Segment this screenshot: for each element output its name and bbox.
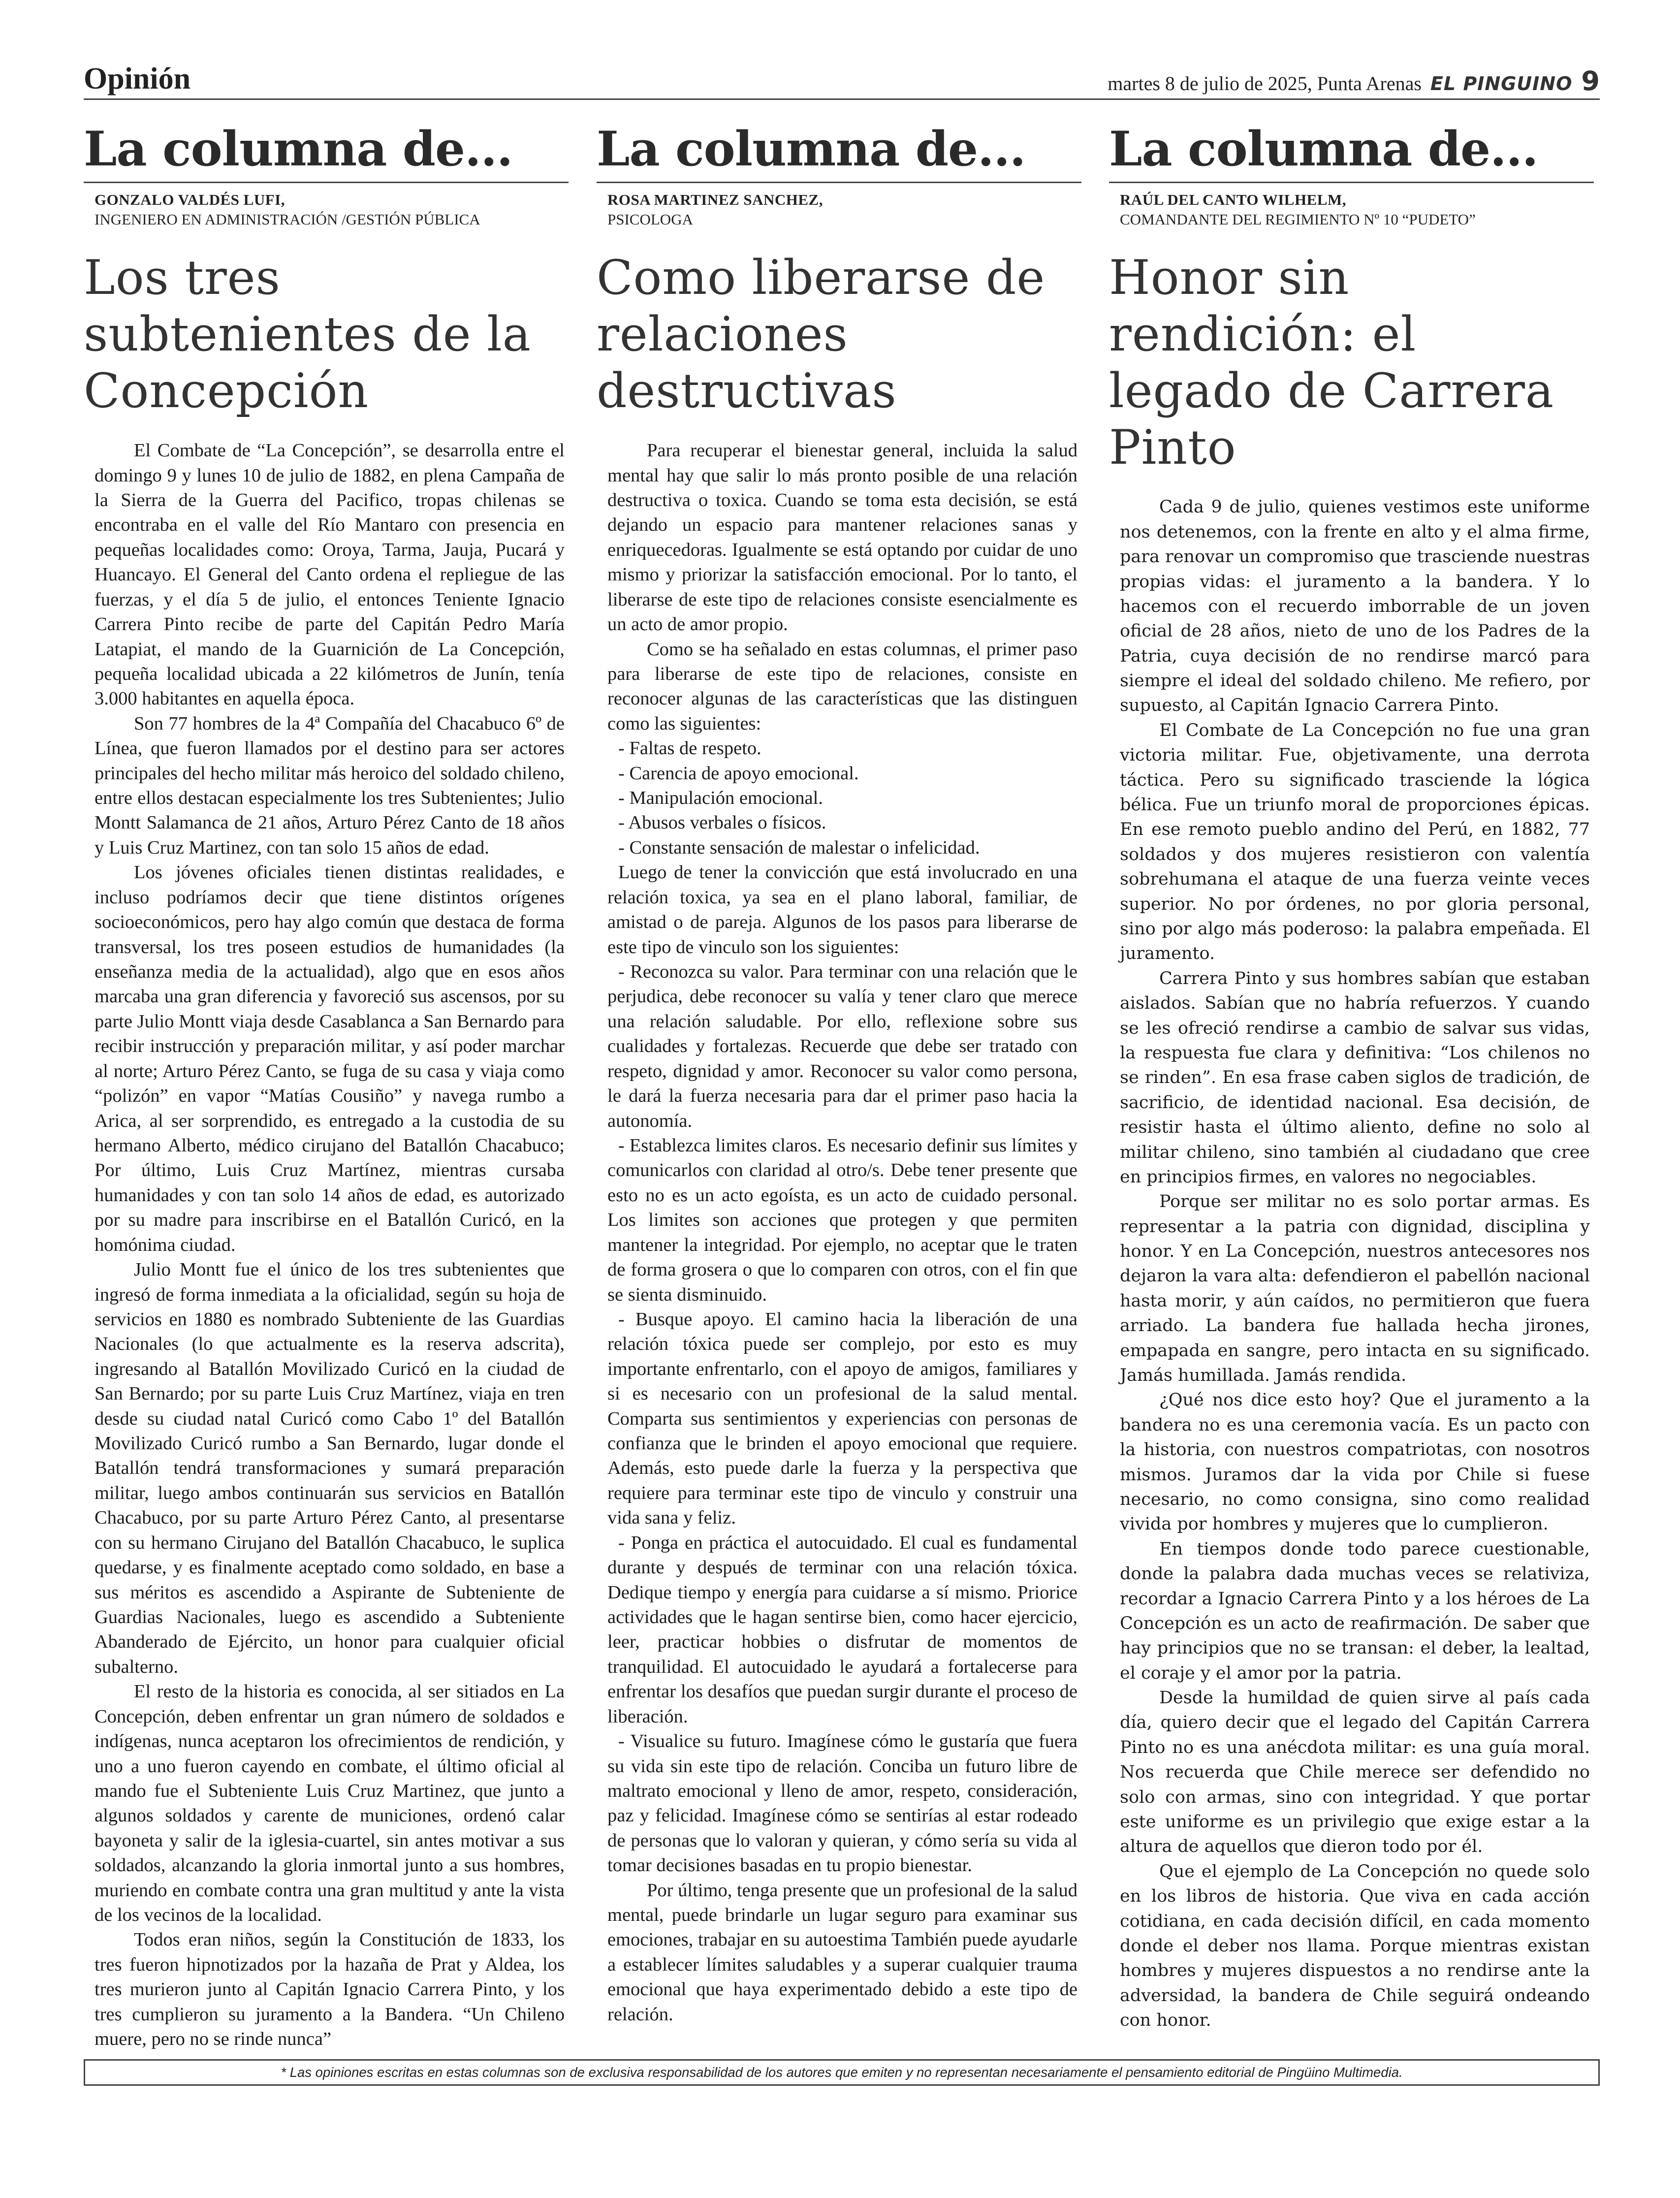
newspaper-logo: EL PINGUINO [1430, 73, 1573, 95]
article-body [597, 438, 1081, 2027]
list-item: - Establezca limites claros. Es necesario definir sus límites y comunicarlos con claridad al otro/s. Debe tener presente que esto no es un acto egoísta, es un acto de cuidado personal. Los limites son acciones que protegen y que permiten mantener la integridad. Por ejemplo, no aceptar que le traten de forma grosera o que lo comparen con otros, con el fin que se sienta disminuido. [607, 1135, 1078, 1305]
list-item: - Faltas de respeto. [618, 738, 761, 759]
section-label: Opinión [84, 62, 191, 96]
opinion-column-1 [84, 121, 569, 2052]
list-item: - Busque apoyo. El camino hacia la liberación de una relación tóxica puede ser complejo, por esto es muy importante enfrentarlo, con el apoyo de amigos, familiares y si es necesario con un profesional de la salud mental. Comparta sus sentimientos y experiencias con personas de confianza que le brinden el apoyo emocional que requiere. Además, esto puede darle la fuerza y la perspectiva que requiere para terminar este tipo de vinculo y construir una vida sana y feliz. [607, 1308, 1078, 1529]
list-item: - Visualice su futuro. Imagínese cómo le gustaría que fuera su vida sin este tipo de relación. Conciba un futuro libre de maltrato emocional y lleno de amor, respeto, consideración, paz y felicidad. Imagínese cómo se sentirías al estar rodeado de personas que lo valoran y quieran, y cómo sería su vida al tomar decisiones basadas en tu propio bienestar. [607, 1731, 1078, 1876]
list-item: - Constante sensación de malestar o infelicidad. [618, 837, 980, 858]
disclaimer-box: * Las opiniones escritas en estas columnas son de exclusiva responsabilidad de los autores que emiten y no representan necesariamente el pensamiento editorial de Pingüino Multimedia. [84, 2059, 1600, 2086]
date-line: martes 8 de julio de 2025, Punta Arenas [1108, 72, 1422, 95]
paragraph: El resto de la historia es conocida, al ser sitiados en La Concepción, deben enfrentar un gran número de soldados e indígenas, nunca aceptaron los ofrecimientos de rendición, y uno a uno fueron cayendo en combate, el último oficial al mando fue el Subteniente Luis Cruz Martinez, que junto a algunos soldados y carente de municiones, ordenó calar bayoneta y salir de la iglesia-cuartel, sin antes motivar a sus soldados, alcanzando la gloria inmortal junto a sus hombres, muriendo en combate contra una gran multitud y ante la vista de los vecinos de la localidad. [95, 1681, 565, 1926]
paragraph: Julio Montt fue el único de los tres subtenientes que ingresó de forma inmediata a la oficialidad, según su hoja de servicios en 1880 es nombrado Subteniente de las Guardias Nacionales (lo que actualmente es la reserva adscrita), ingresando al Batallón Movilizado Curicó en la ciudad de San Bernardo; por su parte Luis Cruz Martínez, viaja en tren desde su ciudad natal Curicó como Cabo 1º del Batallón Movilizado Curicó rumbo a San Bernardo, lugar donde el Batallón tendrá transformaciones y sumará preparación militar, luego ambos continuarán sus servicios en Batallón Chacabuco, por su parte Arturo Pérez Canto, al presentarse con su hermano Cirujano del Batallón Chacabuco, le suplica quedarse, y es finalmente aceptado como soldado, en base a sus méritos es ascendido a Aspirante de Subteniente de Guardias Nacionales, luego es ascendido a Subteniente Abanderado de Ejército, un honor para cualquier oficial subalterno. [95, 1259, 565, 1677]
paragraph: El Combate de La Concepción no fue una gran victoria militar. Fue, objetivamente, una derrota táctica. Pero su significado trasciende la lógica bélica. Fue un triunfo moral de proporciones épicas. En ese remoto pueblo andino del Perú, en 1882, 77 soldados y dos mujeres resistieron con valentía sobrehumana el ataque de una fuerza veinte veces superior. No por órdenes, no por gloria personal, sino por algo más poderoso: la palabra empeñada. El juramento. [1120, 720, 1590, 964]
paragraph: Para recuperar el bienestar general, incluida la salud mental hay que salir lo más pronto posible de una relación destructiva o toxica. Cuando se toma esta decisión, se está dejando un espacio para mantener relaciones sanas y enriquecedoras. Igualmente se está optando por cuidar de uno mismo y priorizar la satisfacción emocional. Por lo tanto, el liberarse de este tipo de relaciones consiste esencialmente es un acto de amor propio. [607, 440, 1078, 635]
article-headline: Honor sin rendición: el legado de Carrera Pinto [1109, 250, 1554, 476]
author-byline [597, 190, 1081, 230]
opinion-column-2 [597, 121, 1081, 2027]
paragraph: ¿Qué nos dice esto hoy? Que el juramento a la bandera no es una ceremonia vacía. Es un pacto con la historia, con nuestros compatriotas, con nosotros mismos. Juramos dar la vida por Chile si fuese necesario, no como consigna, sino como realidad vivida por hombres y mujeres que lo cumplieron. [1120, 1390, 1590, 1534]
paragraph: Carrera Pinto y sus hombres sabían que estaban aislados. Sabían que no habría refuerzos. Y cuando se les ofreció rendirse a cambio de salvar sus vidas, la respuesta fue clara y definitiva: “Los chilenos no se rinden”. En esa frase caben siglos de tradición, de sacrificio, de identidad nacional. Esa decisión, de resistir hasta el último aliento, define no solo al militar chileno, sino también al ciudadano que cree en principios firmes, en valores no negociables. [1120, 968, 1590, 1187]
paragraph: El Combate de “La Concepción”, se desarrolla entre el domingo 9 y lunes 10 de julio de 1882, en plena Campaña de la Sierra de la Guerra del Pacifico, tropas chilenas se encontraba en el valle del Río Mantaro con presencia en pequeñas localidades como: Oroya, Tarma, Jauja, Pucará y Huancayo. El General del Canto ordena el repliegue de las fuerzas, y el día 5 de julio, el entonces Teniente Ignacio Carrera Pinto recibe de parte del Capitán Pedro María Latapiat, el mando de la Guarnición de La Concepción, pequeña localidad ubicada a 22 kilómetros de Junín, tenía 3.000 habitantes en aquella época. [95, 440, 565, 709]
author-role: INGENIERO EN ADMINISTRACIÓN /GESTIÓN PÚBLICA [95, 211, 480, 228]
paragraph: Son 77 hombres de la 4ª Compañía del Chacabuco 6º de Línea, que fueron llamados por el destino para ser actores principales del hecho militar más heroico del soldado chileno, entre ellos destacan especialmente los tres Subtenientes; Julio Montt Salamanca de 21 años, Arturo Pérez Canto de 18 años y Luis Cruz Martinez, con tan solo 15 años de edad. [95, 713, 565, 858]
author-role: PSICOLOGA [607, 211, 693, 228]
paragraph: Luego de tener la convicción que está involucrado en una relación toxica, ya sea en el plano laboral, familiar, de amistad o de pareja. Algunos de los pasos para liberarse de este tipo de vinculo son los siguientes: [607, 862, 1078, 957]
column-kicker: La columna de... [597, 126, 1081, 183]
paragraph: Desde la humildad de quien sirve al país cada día, quiero decir que el legado del Capitán Carrera Pinto no es una anécdota militar: es una guía moral. Nos recuerda que Chile merece ser defendido no solo con armas, sino con integridad. Y que portar este uniforme es un privilegio que exige estar a la altura de aquellos que dieron todo por él. [1120, 1688, 1590, 1857]
page-header [84, 62, 1600, 100]
column-kicker: La columna de... [84, 126, 569, 183]
list-item: - Ponga en práctica el autocuidado. El cual es fundamental durante y después de terminar con una relación tóxica. Dedique tiempo y energía para cuidarse a sí mismo. Priorice actividades que le hagan sentirse bien, como hacer ejercicio, leer, practicar hobbies o disfrutar de momentos de tranquilidad. El autocuidado le ayudará a fortalecerse para enfrentar los desafíos que puedan surgir durante el proceso de liberación. [607, 1532, 1078, 1727]
list-item: - Carencia de apoyo emocional. [618, 763, 859, 784]
page-number: 9 [1581, 65, 1600, 96]
article-headline: Los tres subtenientes de la Concepción [84, 250, 531, 418]
author-byline [84, 190, 569, 230]
author-name: ROSA MARTINEZ SANCHEZ, [607, 191, 823, 208]
article-headline: Como liberarse de relaciones destructivas [597, 250, 1046, 418]
paragraph: Como se ha señalado en estas columnas, el primer paso para liberarse de este tipo de relaciones, consiste en reconocer algunas de las características que las distinguen como las siguientes: [607, 638, 1078, 734]
paragraph: Todos eran niños, según la Constitución de 1833, los tres fueron hipnotizados por la hazaña de Prat y Aldea, los tres murieron junto al Capitán Ignacio Carrera Pinto, y los tres cumplieron su juramento a la Bandera. “Un Chileno muere, pero no se rinde nunca” [95, 1929, 565, 2050]
paragraph: Cada 9 de julio, quienes vestimos este uniforme nos detenemos, con la frente en alto y el alma firme, para renovar un compromiso que trasciende nuestras propias vidas: el juramento a la bandera. Y lo hacemos con el recuerdo imborrable de un joven oficial de 28 años, nieto de uno de los Padres de la Patria, cuya decisión de no rendirse marcó para siempre el ideal del soldado chileno. Me refiero, por supuesto, al Capitán Ignacio Carrera Pinto. [1120, 497, 1590, 716]
article-body [1109, 495, 1594, 2033]
opinion-column-3 [1109, 121, 1594, 2033]
list-item: - Manipulación emocional. [618, 788, 823, 809]
author-name: GONZALO VALDÉS LUFI, [95, 191, 285, 208]
list-item: - Reconozca su valor. Para terminar con una relación que le perjudica, debe reconocer su valía y tener claro que merece una relación saludable. Por ello, reflexione sobre sus cualidades y fortalezas. Recuerde que debe ser tratado con respeto, dignidad y amor. Reconocer su valor como persona, le dará la fuerza necesaria para dar el primer paso hacia la autonomía. [607, 961, 1078, 1131]
author-byline [1109, 190, 1594, 230]
paragraph: Que el ejemplo de La Concepción no quede solo en los libros de historia. Que viva en cada acción cotidiana, en cada decisión difícil, en cada momento donde el deber nos llama. Porque mientras existan hombres y mujeres dispuestos a no rendirse ante la adversidad, la bandera de Chile seguirá ondeando con honor. [1120, 1861, 1590, 2031]
paragraph: Los jóvenes oficiales tienen distintas realidades, e incluso podríamos decir que tiene distintos orígenes socioeconómicos, pero hay algo común que destaca de forma transversal, los tres poseen estudios de humanidades (la enseñanza media de la actualidad), algo que en esos años marcaba una gran diferencia y favoreció sus ascensos, por su parte Julio Montt viaja desde Casablanca a San Bernardo para recibir instrucción y preparación militar, y así poder marchar al norte; Arturo Pérez Canto, se fuga de su casa y viaja como “polizón” en vapor “Matías Cousiño” y navega rumbo a Arica, al ser sorprendido, es entregado a la custodia de su hermano Alberto, médico cirujano del Batallón Chacabuco; Por último, Luis Cruz Martínez, mientras cursaba humanidades y con tan solo 14 años de edad, es autorizado por su madre para inscribirse en el Batallón Curicó, en la homónima ciudad. [95, 862, 565, 1255]
list-item: - Abusos verbales o físicos. [618, 812, 826, 833]
author-role: COMANDANTE DEL REGIMIENTO Nº 10 “PUDETO” [1120, 211, 1476, 228]
column-kicker: La columna de... [1109, 126, 1594, 183]
paragraph: Por último, tenga presente que un profesional de la salud mental, puede brindarle un lugar seguro para examinar sus emociones, trabajar en su autoestima También puede ayudarle a establecer límites saludables y a superar cualquier trauma emocional que haya experimentado debido a este tipo de relación. [607, 1879, 1078, 2025]
article-body [84, 438, 569, 2051]
paragraph: En tiempos donde todo parece cuestionable, donde la palabra dada muchas veces se relativiza, recordar a Ignacio Carrera Pinto y a los héroes de La Concepción es un acto de reafirmación. De saber que hay principios que no se transan: el deber, la lealtad, el coraje y el amor por la patria. [1120, 1539, 1590, 1683]
paragraph: Porque ser militar no es solo portar armas. Es representar a la patria con dignidad, disciplina y honor. Y en La Concepción, nuestros antecesores nos dejaron la vara alta: defendieron el pabellón nacional hasta morir, y aún caídos, no permitieron que fuera arriado. La bandera fue hallada hecha jirones, empapada en sangre, pero intacta en su significado. Jamás humillada. Jamás rendida. [1120, 1192, 1590, 1386]
masthead [1108, 65, 1600, 96]
author-name: RAÚL DEL CANTO WILHELM, [1120, 191, 1346, 208]
